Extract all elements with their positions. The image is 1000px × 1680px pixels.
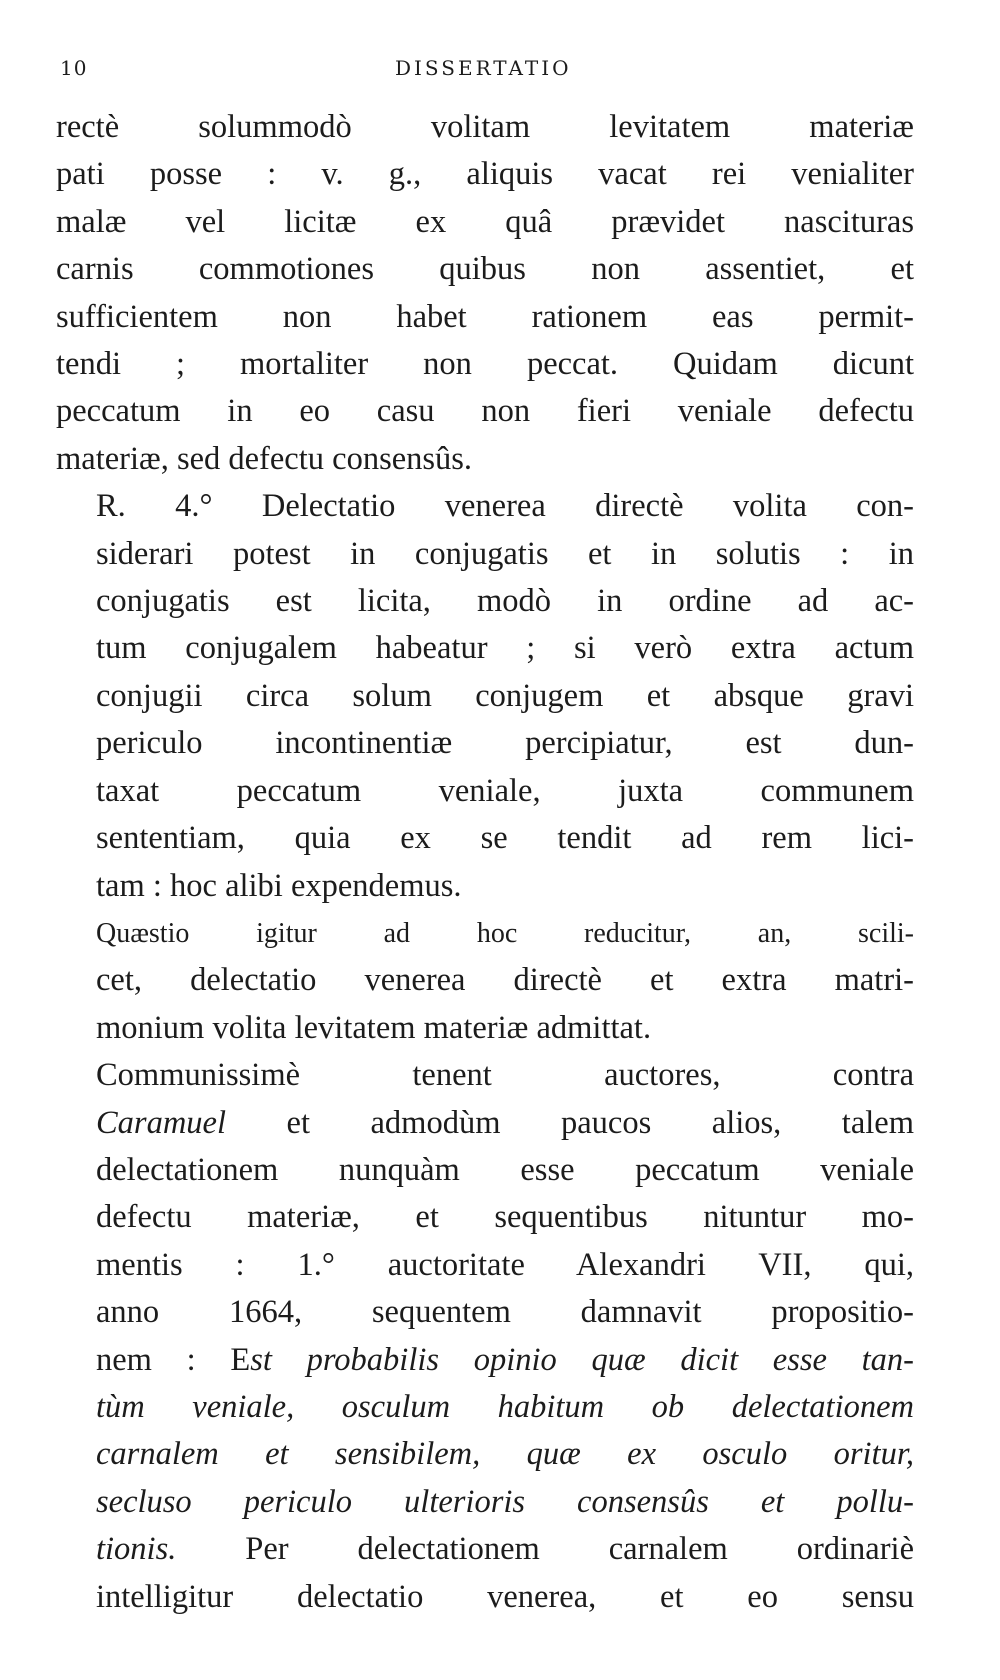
italic-run: carnalem et sensibilem, quæ ex osculo oritur, [96,1436,914,1473]
text-line: conjugatis est licita, modò in ordine ad ac- [96,583,914,620]
text-line: periculo incontinentiæ percipiatur, est dun- [96,725,914,762]
text-line: sententiam, quia ex se tendit ad rem lici- [96,820,914,857]
text-line: peccatum in eo casu non fieri veniale defectu [56,393,914,430]
text-line: siderari potest in conjugatis et in solutis : in [96,535,914,572]
text-line: carnis commotiones quibus non assentiet, et [56,251,914,288]
page-header [0,56,1000,86]
text-line: materiæ, sed defectu consensûs. [56,440,473,477]
text-line: tum conjugalem habeatur ; si verò extra actum [96,630,914,667]
text-line: Quæstio igitur ad hoc reducitur, an, scili- [96,917,914,949]
italic-run: tionis. [96,1531,177,1568]
text-line: conjugii circa solum conjugem et absque gravi [96,677,914,714]
text-line: cet, delectatio venerea directè et extra matri- [96,962,914,999]
italic-run: st probabilis opinio quæ dicit esse tan- [250,1341,914,1378]
text-line: defectu materiæ, et sequentibus nituntur mo- [96,1199,914,1236]
page-number: 10 [60,56,88,80]
body-text [56,104,914,1621]
text-line: monium volita levitatem materiæ admittat. [96,1009,652,1046]
text-line: mentis : 1.° auctoritate Alexandri VII, qui, [96,1246,914,1283]
roman-run: Per delectationem carnalem ordinariè [176,1531,914,1568]
paragraph-4 [56,1052,914,1621]
text-line: tendi ; mortaliter non peccat. Quidam dicunt [56,346,914,383]
italic-run: tùm veniale, osculum habitum ob delectationem [96,1388,914,1425]
text-line: sufficientem non habet rationem eas permit- [56,298,914,335]
text-line [56,1384,914,1431]
text-line: Communissimè tenent auctores, contra [96,1057,914,1094]
text-line: rectè solummodò volitam levitatem materiæ [56,109,914,145]
text-line [56,1479,914,1526]
roman-run: nem : E [96,1341,251,1378]
paragraph-1 [56,104,914,483]
text-line: delectationem nunquàm esse peccatum veniale [96,1151,914,1188]
text-line: pati posse : v. g., aliquis vacat rei venialiter [56,156,914,193]
text-line [56,1431,914,1478]
paragraph-3 [56,910,914,1052]
text-line: tam : hoc alibi expendemus. [96,867,462,904]
text-line: intelligitur delectatio venerea, et eo sensu [96,1578,914,1615]
text-line [56,1100,914,1147]
italic-run: secluso periculo ulterioris consensûs et pollu- [96,1483,914,1520]
italic-run: Caramuel [96,1104,226,1141]
paragraph-2 [56,483,914,910]
text-line [56,1526,914,1573]
text-line [56,1337,914,1384]
text-line: taxat peccatum veniale, juxta communem [96,772,914,809]
text-line: anno 1664, sequentem damnavit propositio- [96,1294,914,1331]
running-title: DISSERTATIO [395,56,572,80]
text-line: R. 4.° Delectatio venerea directè volita con- [96,488,914,525]
roman-run: et admodùm paucos alios, talem [226,1104,914,1141]
text-line: malæ vel licitæ ex quâ prævidet nascituras [56,203,914,240]
